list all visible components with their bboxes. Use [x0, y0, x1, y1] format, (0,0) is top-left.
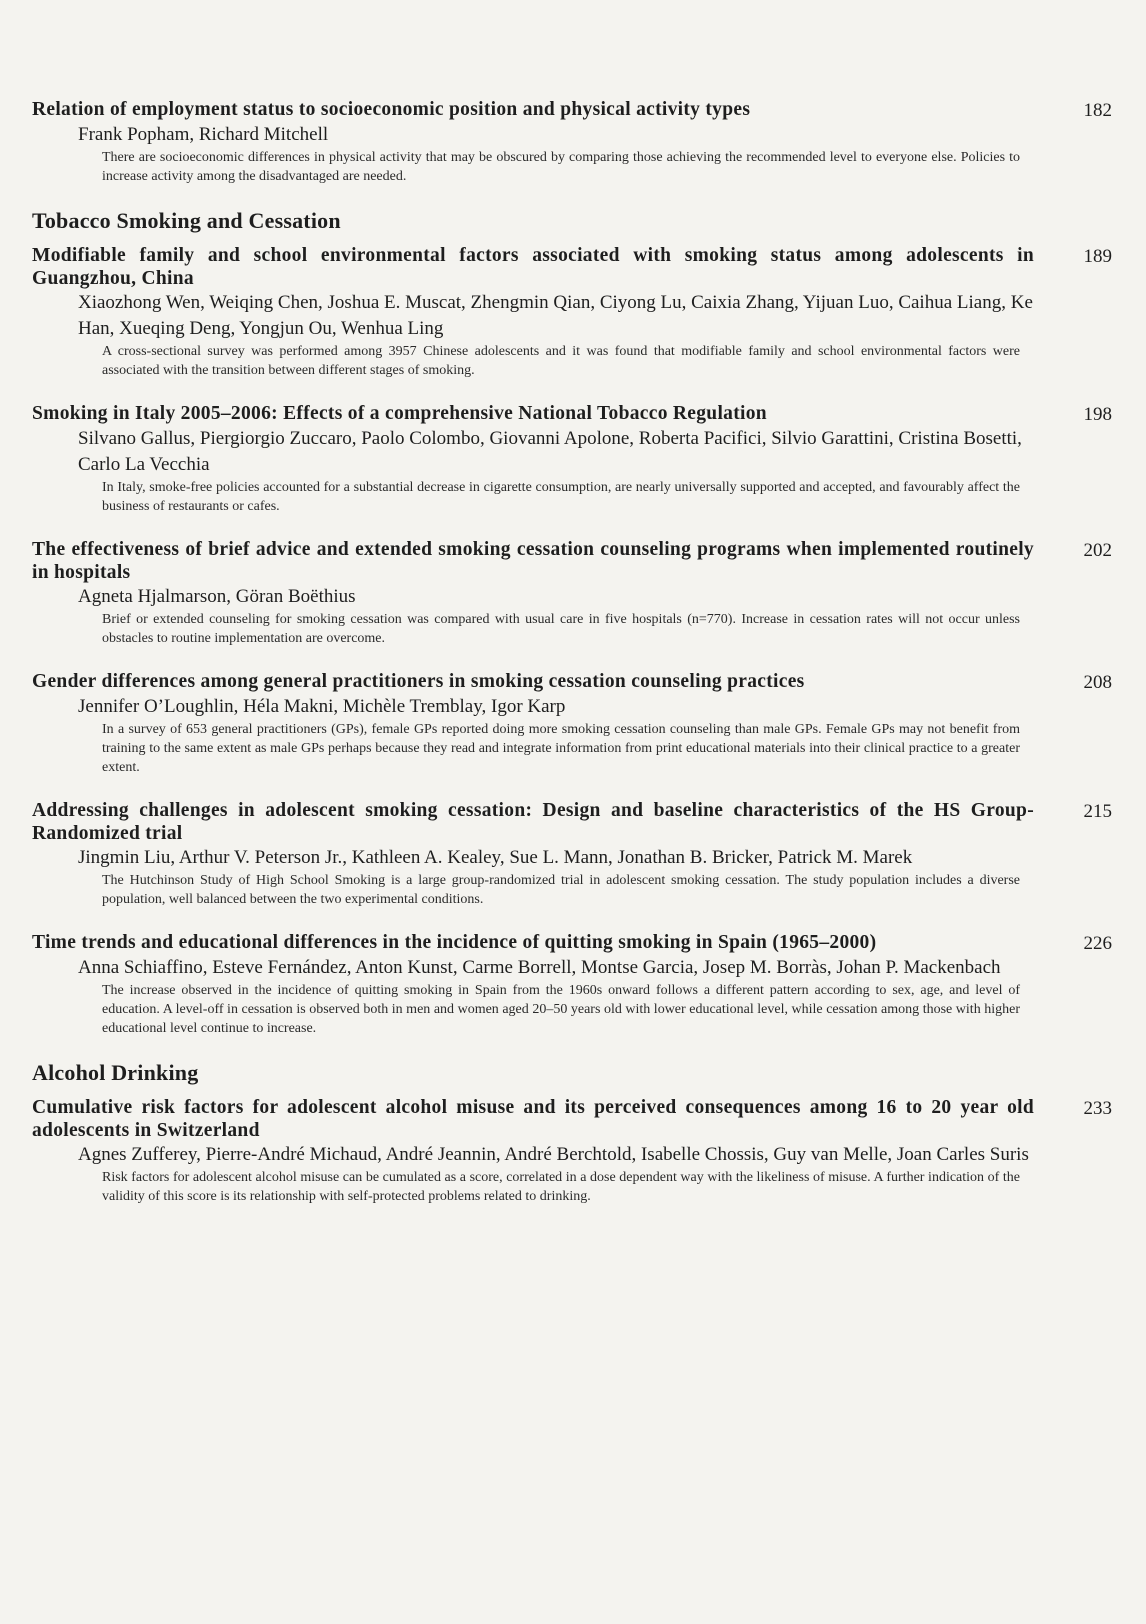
article-authors: Agneta Hjalmarson, Göran Boëthius: [78, 586, 356, 607]
article-title[interactable]: Addressing challenges in adolescent smoking cessation: Design and baseline characteristics of the HS Group-Randomized trial: [32, 800, 1034, 844]
article-authors: Jennifer O’Loughlin, Héla Makni, Michèle Tremblay, Igor Karp: [78, 696, 566, 717]
article-abstract: Brief or extended counseling for smoking cessation was compared with usual care in five hospitals (n=770). Increase in cessation rates will not occur unless obstacles to routine implementation are overcome.: [102, 612, 1020, 646]
article-page-number: 233: [1083, 1098, 1112, 1119]
article-page-number: 226: [1083, 933, 1112, 954]
article-page-number: 198: [1083, 404, 1112, 425]
article-title[interactable]: Modifiable family and school environmental factors associated with smoking status among adolescents in Guangzhou, China: [32, 245, 1034, 289]
article-authors: Frank Popham, Richard Mitchell: [78, 124, 329, 145]
article-title[interactable]: Smoking in Italy 2005–2006: Effects of a comprehensive National Tobacco Regulation: [32, 403, 767, 424]
article-page-number: 189: [1083, 246, 1112, 267]
article-title[interactable]: Time trends and educational differences in the incidence of quitting smoking in Spain (1965–2000): [32, 932, 877, 953]
article-authors: Silvano Gallus, Piergiorgio Zuccaro, Paolo Colombo, Giovanni Apolone, Roberta Pacifici, Silvio Garattini, Cristina Bosetti, Carlo La Vecchia: [78, 428, 1022, 475]
article-authors: Xiaozhong Wen, Weiqing Chen, Joshua E. Muscat, Zhengmin Qian, Ciyong Lu, Caixia Zhang, Yijuan Luo, Caihua Liang, Ke Han, Xueqing Deng, Yongjun Ou, Wenhua Ling: [78, 292, 1033, 339]
toc-article[interactable]: [32, 98, 1112, 186]
article-abstract: In a survey of 653 general practitioners (GPs), female GPs reported doing more smoking cessation counseling than male GPs. Female GPs may not benefit from training to the same extent as male GPs perhaps because they read and integrate information from print educational materials into their clinical practice to a greater extent.: [102, 722, 1020, 775]
toc-article[interactable]: [32, 244, 1112, 380]
article-title[interactable]: Gender differences among general practitioners in smoking cessation counseling practices: [32, 671, 805, 692]
article-abstract: The Hutchinson Study of High School Smoking is a large group-randomized trial in adolescent smoking cessation. The study population includes a diverse population, well balanced between the two experimental conditions.: [102, 873, 1020, 907]
toc-article[interactable]: [32, 670, 1112, 777]
article-authors: Agnes Zufferey, Pierre-André Michaud, André Jeannin, André Berchtold, Isabelle Chossis, Guy van Melle, Joan Carles Suris: [78, 1144, 1029, 1165]
table-of-contents: [32, 98, 1112, 1228]
toc-article[interactable]: [32, 538, 1112, 648]
article-authors: Jingmin Liu, Arthur V. Peterson Jr., Kathleen A. Kealey, Sue L. Mann, Jonathan B. Bricker, Patrick M. Marek: [78, 847, 913, 868]
toc-article[interactable]: [32, 402, 1112, 516]
toc-article[interactable]: [32, 931, 1112, 1038]
article-abstract: Risk factors for adolescent alcohol misuse can be cumulated as a score, correlated in a dose dependent way with the likeliness of misuse. A further indication of the validity of this score is its relationship with self-protected problems related to drinking.: [102, 1170, 1020, 1204]
article-abstract: In Italy, smoke-free policies accounted for a substantial decrease in cigarette consumption, are nearly universally supported and accepted, and favourably affect the business of restaurants or cafes.: [102, 480, 1020, 514]
article-abstract: A cross-sectional survey was performed among 3957 Chinese adolescents and it was found that modifiable family and school environmental factors were associated with the transition between different stages of smoking.: [102, 344, 1020, 378]
article-abstract: The increase observed in the incidence of quitting smoking in Spain from the 1960s onward follows a different pattern according to sex, age, and level of education. A level-off in cessation is observed both in men and women aged 20–50 years old with lower educational level, while cessation among those with higher educational level continue to increase.: [102, 983, 1020, 1036]
toc-article[interactable]: [32, 799, 1112, 909]
article-page-number: 208: [1083, 672, 1112, 693]
article-page-number: 215: [1083, 801, 1112, 822]
article-title[interactable]: Cumulative risk factors for adolescent alcohol misuse and its perceived consequences among 16 to 20 year old adolescents in Switzerland: [32, 1097, 1034, 1141]
article-abstract: There are socioeconomic differences in physical activity that may be obscured by comparing those achieving the recommended level to everyone else. Policies to increase activity among the disadvantaged are needed.: [102, 150, 1020, 184]
article-authors: Anna Schiaffino, Esteve Fernández, Anton Kunst, Carme Borrell, Montse Garcia, Josep M. Borràs, Johan P. Mackenbach: [78, 957, 1001, 978]
article-page-number: 202: [1083, 540, 1112, 561]
section-heading-tobacco: Tobacco Smoking and Cessation: [32, 208, 341, 233]
article-page-number: 182: [1083, 100, 1112, 121]
article-title[interactable]: The effectiveness of brief advice and extended smoking cessation counseling programs when implemented routinely in hospitals: [32, 539, 1034, 583]
article-title[interactable]: Relation of employment status to socioeconomic position and physical activity types: [32, 99, 751, 120]
section-heading-alcohol: Alcohol Drinking: [32, 1060, 199, 1085]
toc-article[interactable]: [32, 1096, 1112, 1206]
